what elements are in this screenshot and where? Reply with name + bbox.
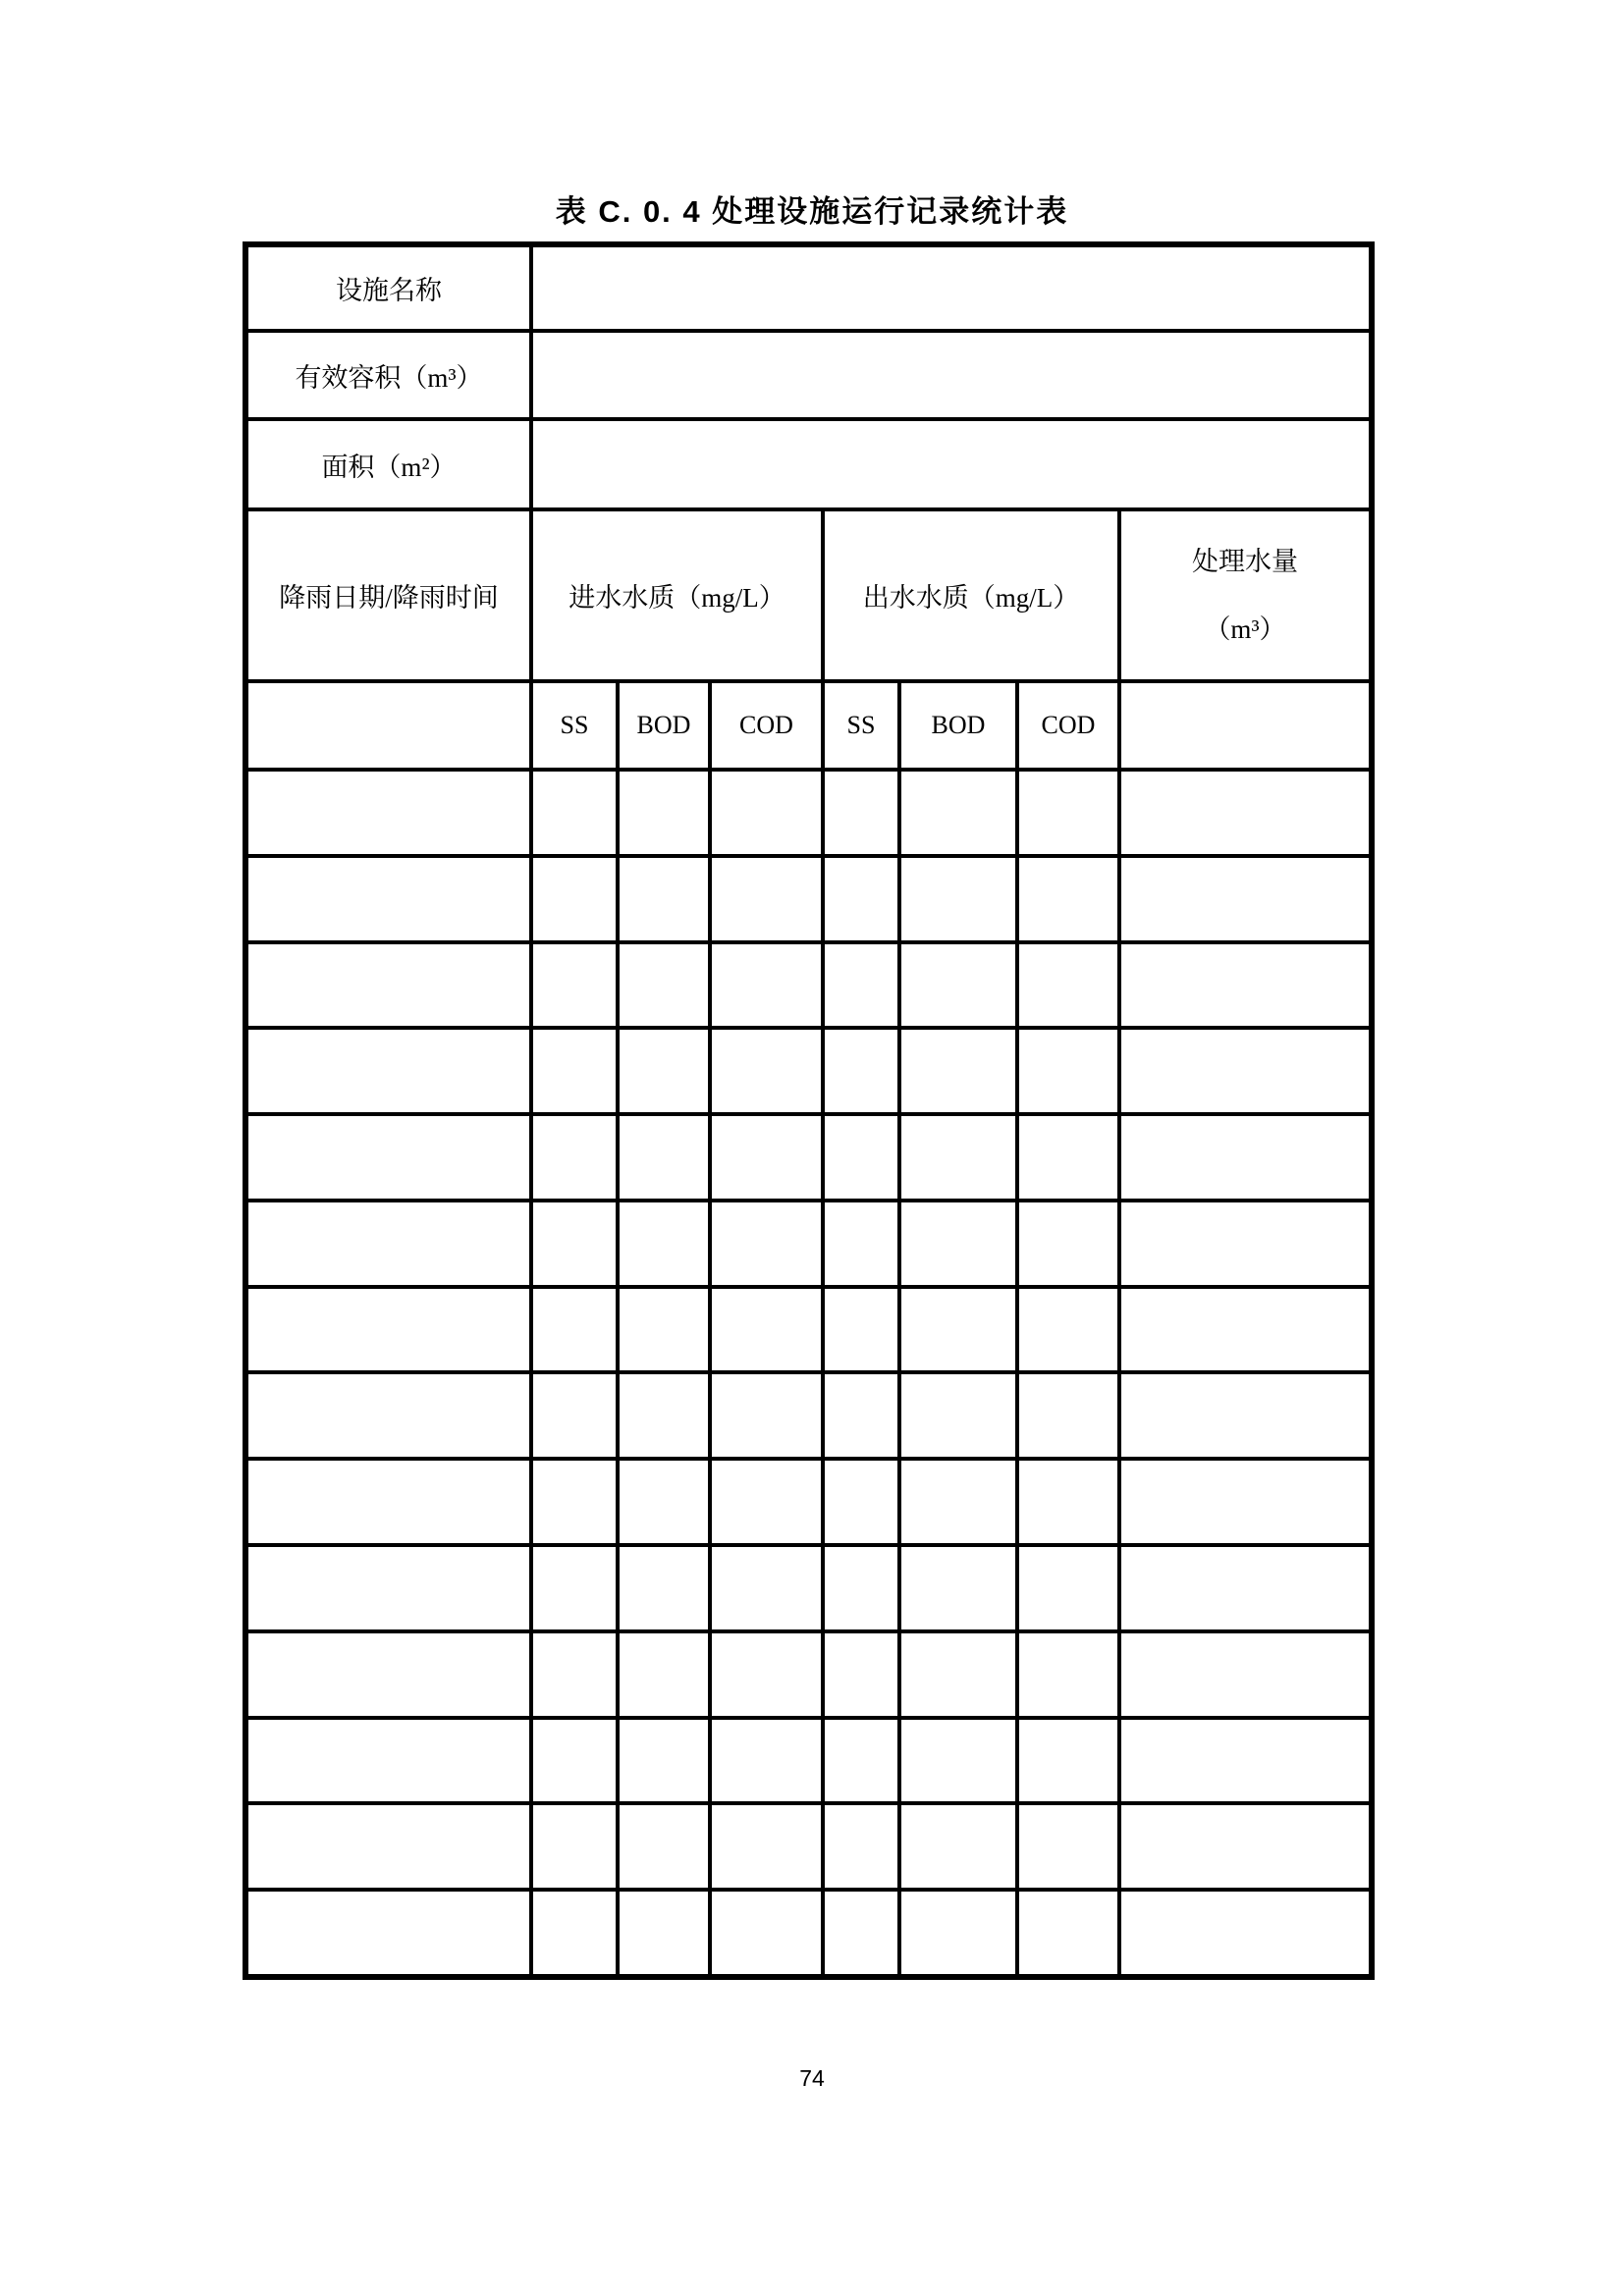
empty-data-cell <box>620 1030 708 1112</box>
empty-data-cell <box>620 1720 708 1802</box>
treated-volume-header <box>1121 511 1369 679</box>
empty-data-cell <box>533 1547 616 1629</box>
empty-data-cell <box>901 944 1015 1027</box>
empty-data-cell <box>1019 1116 1117 1199</box>
empty-data-cell <box>1019 1374 1117 1457</box>
empty-data-cell <box>825 1374 897 1457</box>
empty-data-cell <box>533 1633 616 1716</box>
empty-data-cell <box>248 772 529 854</box>
empty-data-cell <box>825 772 897 854</box>
empty-data-cell <box>901 1547 1015 1629</box>
empty-data-cell <box>1121 772 1369 854</box>
empty-data-cell <box>533 1805 616 1888</box>
empty-data-cell <box>248 1374 529 1457</box>
empty-data-cell <box>901 1633 1015 1716</box>
effective-volume-label: 有效容积（m³） <box>248 333 529 417</box>
subheader-influent-ss: SS <box>533 683 616 768</box>
page-number: 74 <box>799 2065 825 2091</box>
treated-volume-header-line2: （m³） <box>1204 614 1286 644</box>
area-value-cell <box>533 421 1369 507</box>
empty-data-cell <box>1121 944 1369 1027</box>
empty-data-cell <box>712 1720 821 1802</box>
empty-data-cell <box>712 1030 821 1112</box>
rain-datetime-header: 降雨日期/降雨时间 <box>248 511 529 679</box>
empty-data-cell <box>248 1720 529 1802</box>
empty-data-cell <box>901 1030 1015 1112</box>
empty-data-cell <box>1121 1805 1369 1888</box>
empty-data-cell <box>712 1633 821 1716</box>
subheader-influent-bod: BOD <box>620 683 708 768</box>
empty-data-cell <box>248 1461 529 1543</box>
subheader-effluent-bod: BOD <box>901 683 1015 768</box>
area-label: 面积（m²） <box>248 421 529 507</box>
subheader-spacer-right <box>1121 683 1369 768</box>
empty-data-cell <box>248 1547 529 1629</box>
effective-volume-value-cell <box>533 333 1369 417</box>
empty-data-cell <box>620 1289 708 1371</box>
empty-data-cell <box>248 1116 529 1199</box>
empty-data-cell <box>620 1202 708 1285</box>
empty-data-cell <box>1019 1720 1117 1802</box>
empty-data-cell <box>712 772 821 854</box>
empty-data-cell <box>1019 1805 1117 1888</box>
empty-data-cell <box>825 1202 897 1285</box>
empty-data-cell <box>1121 858 1369 940</box>
page-title: 表 C. 0. 4 处理设施运行记录统计表 <box>555 194 1069 229</box>
empty-data-cell <box>1019 1547 1117 1629</box>
empty-data-cell <box>1121 1202 1369 1285</box>
influent-quality-header: 进水水质（mg/L） <box>533 511 821 679</box>
empty-data-cell <box>533 1892 616 1974</box>
empty-data-cell <box>712 1892 821 1974</box>
subheader-effluent-cod: COD <box>1019 683 1117 768</box>
facility-name-label: 设施名称 <box>248 247 529 329</box>
empty-data-cell <box>1121 1547 1369 1629</box>
empty-data-cell <box>620 1805 708 1888</box>
empty-data-cell <box>901 1289 1015 1371</box>
empty-data-cell <box>712 858 821 940</box>
empty-data-cell <box>620 1633 708 1716</box>
empty-data-cell <box>712 1289 821 1371</box>
empty-data-cell <box>1121 1374 1369 1457</box>
empty-data-cell <box>533 1030 616 1112</box>
empty-data-cell <box>1019 1892 1117 1974</box>
empty-data-cell <box>1019 858 1117 940</box>
empty-data-cell <box>901 1805 1015 1888</box>
facility-name-value-cell <box>533 247 1369 329</box>
empty-data-cell <box>248 1289 529 1371</box>
empty-data-cell <box>712 1805 821 1888</box>
empty-data-cell <box>1121 1289 1369 1371</box>
empty-data-cell <box>1019 944 1117 1027</box>
empty-data-cell <box>901 1892 1015 1974</box>
empty-data-cell <box>1019 1202 1117 1285</box>
empty-data-cell <box>712 1547 821 1629</box>
empty-data-cell <box>533 944 616 1027</box>
empty-data-cell <box>533 1202 616 1285</box>
empty-data-cell <box>533 1374 616 1457</box>
empty-data-cell <box>901 1374 1015 1457</box>
empty-data-cell <box>901 858 1015 940</box>
empty-data-cell <box>825 1805 897 1888</box>
empty-data-cell <box>1019 1030 1117 1112</box>
treated-volume-header-line1: 处理水量 <box>1192 546 1298 576</box>
empty-data-cell <box>533 1461 616 1543</box>
record-table <box>243 241 1375 1980</box>
empty-data-cell <box>620 858 708 940</box>
empty-data-cell <box>1121 1461 1369 1543</box>
empty-data-cell <box>825 1289 897 1371</box>
empty-data-cell <box>1121 1720 1369 1802</box>
empty-data-cell <box>825 1030 897 1112</box>
empty-data-cell <box>1019 1289 1117 1371</box>
empty-data-cell <box>825 1720 897 1802</box>
empty-data-cell <box>620 944 708 1027</box>
subheader-spacer-left <box>248 683 529 768</box>
empty-data-cell <box>248 944 529 1027</box>
empty-data-cell <box>620 1116 708 1199</box>
empty-data-cell <box>712 1202 821 1285</box>
empty-data-cell <box>533 1720 616 1802</box>
empty-data-cell <box>248 1030 529 1112</box>
empty-data-cell <box>1019 1461 1117 1543</box>
empty-data-cell <box>620 1461 708 1543</box>
empty-data-cell <box>1121 1633 1369 1716</box>
subheader-effluent-ss: SS <box>825 683 897 768</box>
empty-data-cell <box>901 1116 1015 1199</box>
empty-data-cell <box>825 1461 897 1543</box>
empty-data-cell <box>533 858 616 940</box>
empty-data-cell <box>712 1461 821 1543</box>
empty-data-cell <box>901 1461 1015 1543</box>
empty-data-cell <box>1019 772 1117 854</box>
empty-data-cell <box>1019 1633 1117 1716</box>
empty-data-cell <box>1121 1892 1369 1974</box>
empty-data-cell <box>901 772 1015 854</box>
subheader-influent-cod: COD <box>712 683 821 768</box>
empty-data-cell <box>825 944 897 1027</box>
empty-data-cell <box>533 1116 616 1199</box>
empty-data-cell <box>1121 1030 1369 1112</box>
empty-data-cell <box>248 1633 529 1716</box>
empty-data-cell <box>533 772 616 854</box>
empty-data-cell <box>1121 1116 1369 1199</box>
effluent-quality-header: 出水水质（mg/L） <box>825 511 1117 679</box>
empty-data-cell <box>620 772 708 854</box>
empty-data-cell <box>901 1720 1015 1802</box>
empty-data-cell <box>825 1892 897 1974</box>
empty-data-cell <box>248 1892 529 1974</box>
empty-data-cell <box>901 1202 1015 1285</box>
empty-data-cell <box>248 1202 529 1285</box>
empty-data-cell <box>620 1374 708 1457</box>
empty-data-cell <box>712 1116 821 1199</box>
empty-data-cell <box>248 1805 529 1888</box>
empty-data-cell <box>620 1547 708 1629</box>
empty-data-cell <box>825 1633 897 1716</box>
empty-data-cell <box>825 1116 897 1199</box>
empty-data-cell <box>825 1547 897 1629</box>
empty-data-cell <box>825 858 897 940</box>
empty-data-cell <box>712 944 821 1027</box>
empty-data-cell <box>712 1374 821 1457</box>
empty-data-cell <box>533 1289 616 1371</box>
empty-data-cell <box>248 858 529 940</box>
empty-data-cell <box>620 1892 708 1974</box>
